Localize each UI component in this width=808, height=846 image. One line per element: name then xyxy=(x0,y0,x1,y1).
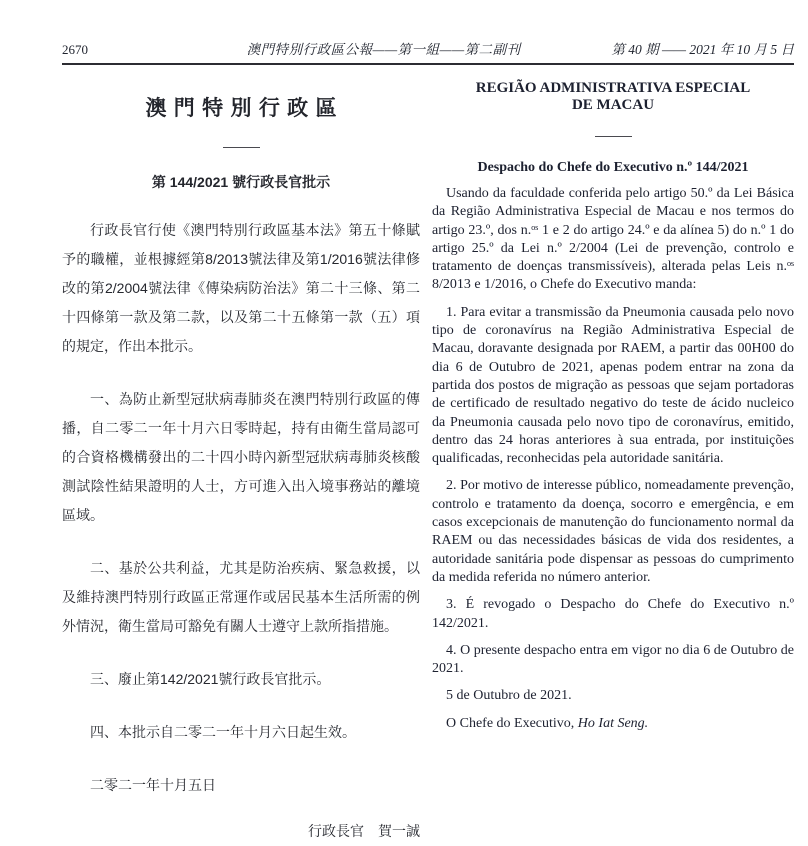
body-pt xyxy=(432,185,794,733)
chinese-column xyxy=(62,65,420,846)
doc-title-pt: Despacho do Chefe do Executivo n.º 144/2021 xyxy=(477,160,749,175)
page-number: 2670 xyxy=(62,42,88,57)
paragraph-zh-item-1: 一、為防止新型冠狀病毒肺炎在澳門特別行政區的傳播，自二零二一年十月六日零時起，持有由衛生當局認可的合資格機構發出的二十四小時內新型冠狀病毒肺炎核酸測試陰性結果證明的人士，方可進入出入境事務站的離境區域。 xyxy=(62,391,420,523)
paragraph-zh-intro: 行政長官行使《澳門特別行政區基本法》第五十條賦予的職權，並根據經第8/2013號法律及第1/2016號法律修改的第2/2004號法律《傳染病防治法》第二十三條、第二十四條第一款及第二款，以及第二十五條第一款（五）項的規定，作出本批示。 xyxy=(62,222,420,354)
region-title-pt xyxy=(432,80,794,114)
section-divider-zh xyxy=(223,147,260,148)
signature-pt-role: O Chefe do Executivo, xyxy=(446,715,578,731)
portuguese-column xyxy=(432,65,794,846)
paragraph-zh-item-4: 四、本批示自二零二一年十月六日起生效。 xyxy=(90,724,356,740)
signature-zh: 行政長官 賀一誠 xyxy=(308,823,420,839)
region-title-pt-line2: DE MACAU xyxy=(571,97,655,113)
paragraph-pt-item-1: 1. Para evitar a transmissão da Pneumonia causada pelo novo tipo de coronavírus na Região Administrativa Especial de Macau, doravante designada por RAEM, a partir das 00H00 do dia 6 de Outubro de 2021, apenas podem entrar na zona da partida dos postos de migração as pessoas que sejam portadoras de certificado de resultado negativo do teste de ácido nucleico da Pneumonia causada pelo novo tipo de coronavírus, emitido, dentro das 24 horas anteriores à sua entrada, por instituições qualificadas, reconhecidas pela autoridade sanitária. xyxy=(432,304,794,467)
signature-pt xyxy=(432,715,794,733)
paragraph-pt-item-3: 3. É revogado o Despacho do Chefe do Executivo n.º 142/2021. xyxy=(432,597,794,631)
date-zh: 二零二一年十月五日 xyxy=(90,777,216,793)
paragraph-zh-item-2: 二、基於公共利益，尤其是防治疾病、緊急救援，以及維持澳門特別行政區正常運作或居民基本生活所需的例外情況，衛生當局可豁免有關人士遵守上款所指措施。 xyxy=(62,560,420,634)
gazette-title: 澳門特別行政區公報——第一組——第二副刊 xyxy=(246,42,521,57)
body-zh xyxy=(62,216,420,846)
paragraph-pt-intro: Usando da faculdade conferida pelo artigo 50.º da Lei Básica da Região Administrativa Especial de Macau e nos termos do artigo 23.º, dos n.ᵒˢ 1 e 2 do artigo 24.º e da alínea 5) do n.º 1 do artigo 25.º da Lei n.º 2/2004 (Lei de prevenção, controlo e tratamento de doenças transmissíveis), alterada pelas Leis n.ᵒˢ 8/2013 e 1/2016, o Chefe do Executivo manda: xyxy=(432,186,794,293)
issue-info: 第 40 期 —— 2021 年 10 月 5 日 xyxy=(611,42,794,57)
date-pt: 5 de Outubro de 2021. xyxy=(446,688,572,704)
paragraph-zh-item-3: 三、廢止第142/2021號行政長官批示。 xyxy=(90,671,331,687)
masthead xyxy=(62,38,794,58)
doc-title-zh: 第 144/2021 號行政長官批示 xyxy=(151,174,331,190)
paragraph-pt-item-4: 4. O presente despacho entra em vigor no dia 6 de Outubro de 2021. xyxy=(432,642,794,677)
signature-pt-name: Ho Iat Seng. xyxy=(577,715,649,731)
region-title-zh: 澳門特別行政區 xyxy=(145,97,344,120)
content-columns xyxy=(62,65,794,846)
paragraph-pt-item-2: 2. Por motivo de interesse público, nomeadamente prevenção, controlo e tratamento da doença, socorro e emergência, e em casos excepcionais de manutenção do funcionamento normal da RAEM ou das necessidades básicas de vida dos residentes, a autoridade sanitária pode dispensar as pessoas do cumprimento da medida referida no número anterior. xyxy=(432,478,794,585)
section-divider-pt xyxy=(595,136,632,137)
region-title-pt-line1: REGIÃO ADMINISTRATIVA ESPECIAL xyxy=(475,80,751,96)
